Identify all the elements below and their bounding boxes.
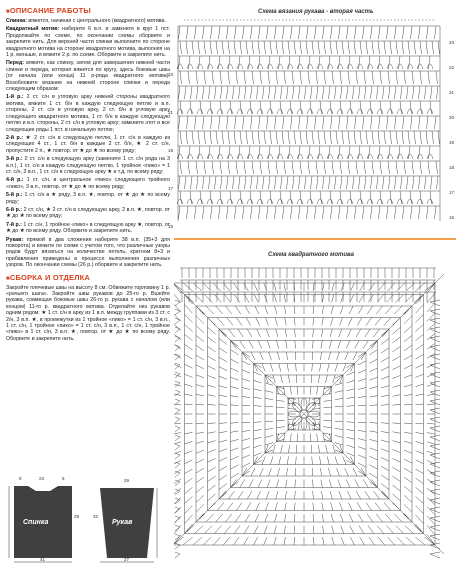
sleeve-row-number: 17	[168, 186, 174, 191]
sleeve-row-number: 18	[449, 165, 455, 170]
paragraph-text: 1 ст. с/н, 1 тройное «пико» в следующую арку ★, повтор. от ★ до ★ по всему ряду. Оборвите и закрепите нить.	[6, 221, 170, 235]
dim-neck: 6	[62, 476, 65, 481]
back-label: Спинка	[23, 519, 49, 526]
description-paragraph	[6, 177, 170, 190]
paragraph-lead: Рукав:	[6, 236, 24, 243]
motif-chart	[174, 262, 456, 564]
dim-shoulder-left: 6	[19, 476, 22, 481]
sleeve-row-number: 17	[449, 190, 455, 195]
paragraph-text: 2 ст. с/н в угловую арку нижней стороны квадратного мотива, вяжите 1 ст. б/н в каждую следующую петлю и в.п. стороны, 2 ст. с/н в угловую арку, 2 ст. б/н в угловую арку следующего квадратного мотива, 1 ст. б/н в каждую следующую петлю и в.п. стороны, 2 ст. с/н в угловую арку; замкните этот и все следующие ряды 1 пст. в начальную петлю;	[6, 94, 170, 133]
sleeve-row-number: 19	[168, 148, 174, 153]
sleeve-row-number: 22	[449, 65, 455, 70]
paragraph-text: 2 ст. с/н, ★ 2 ст. с/н в следующую арку, 2 в.п. ★, повтор. от ★ до ★ по всему ряду;	[6, 206, 170, 220]
description-paragraph	[6, 18, 170, 24]
assembly-heading: ■ СБОРКА И ОТДЕЛКА	[6, 273, 170, 282]
paragraph-text: вяжите, как спинку, затем для завершения нижней части спинки и переда, которая вяжется по кругу, здесь боковые швы (от начала (или конца) 11 р-ряда квадратного мотива). Возобновите вязание на нижней стороне спинки и переда следующим образом:	[6, 60, 170, 93]
description-paragraphs	[6, 18, 170, 269]
description-paragraph	[6, 222, 170, 235]
garment-schematic	[6, 474, 162, 566]
dim-sleeve-top: 29	[124, 478, 130, 483]
paragraph-text: 1 ст. с/н, в центральное «пико» следующего тройного «пико», 3 в.п., повтор. от ★ до ★ по всему ряду;	[6, 177, 170, 190]
sleeve-row-number: 20	[449, 115, 455, 120]
description-paragraph	[6, 156, 170, 175]
description-paragraph	[6, 192, 170, 205]
description-paragraph	[6, 237, 170, 269]
motif-stitch-grid	[174, 268, 444, 558]
paragraph-lead: 3-й р.:	[6, 156, 23, 163]
paragraph-lead: 6-й р.:	[6, 206, 23, 213]
description-paragraph	[6, 135, 170, 154]
description-heading: ■ ОПИСАНИЕ РАБОТЫ	[6, 6, 170, 15]
paragraph-lead: Спинка:	[6, 18, 27, 24]
assembly-text: Закройте плечевые швы на высоту 8 см. Обвяжите горловину 1 р. «рачьего шага». Закройте швы рукавов до 25-го р. Вшейте рукава, совмещая боковые швы 26-го р. рукава с началом (или концом) 11-го р. квадратного мотива. Отделайте низ рукавов одним рядом: ★ 1 ст. с/н в арку из 1 в.п. между группами из 3 ст. с 2/н, 3 в.п. ★, в промежутки из 1 тройное «пико» = 1 ст. с/н, 3 в.п., 1 ст. с/н, 1 тройное «пико» = 1 ст. с/н, 3 в.п., 1 ст. с/н, 1 тройное «пико» в 1 ст. с/н, 3 в.п. ★, повтор. от ★ до ★ по всему ряду. Оборвите и закрепите нить.	[6, 284, 170, 342]
description-paragraph	[6, 26, 170, 58]
sleeve-row-number: 19	[449, 140, 455, 145]
dim-side: 29	[74, 514, 80, 519]
motif-chart-title: Схема квадратного мотива	[268, 252, 354, 258]
paragraph-lead: 7-й р.:	[6, 221, 22, 228]
sleeve-chart	[174, 18, 456, 228]
paragraph-text: 2 ст. с/н в следующую арку (замените 1 ст. с/н ряда на 3 в.п.), 1 ст. с/н в каждую следующую петлю, 1 тройное «пико» = 1 ст. с/н, 3 в.п., 1 ст. с/н в следующую арку ★ и т.д. по всему ряду;	[6, 156, 170, 175]
paragraph-text: 1 ст. с/н в ★ ряду, 3 в.п. ★, повтор. от ★ до ★ по всему ряду;	[6, 192, 170, 205]
sleeve-row-number: 16	[449, 215, 455, 220]
paragraph-text: ★ 2 ст. с/н в следующую петлю, 1 ст. с/н в каждую из следующих 4 ст., 1 ст. б/н в каждые 2 ст. б/н, ★ 2 ст. с/н, пропустите 2 п., ★ повтор. от ★ до ★ по всему ряду;	[6, 134, 170, 154]
dim-sleeve-length: 32	[93, 514, 99, 519]
sleeve-row-number: 23	[449, 40, 455, 45]
sleeve-chart-title: Схема вязания рукава - вторая часть	[258, 9, 374, 15]
divider-line	[174, 238, 456, 240]
sleeve-label: Рукав	[112, 519, 133, 526]
description-paragraph	[6, 207, 170, 220]
paragraph-text: вяжется, начиная с центрального (квадратного) мотива.	[26, 18, 166, 24]
dim-top-width: 23	[39, 476, 45, 481]
paragraph-lead: Квадратный мотив:	[6, 26, 60, 33]
dim-sleeve-bottom: 27	[124, 557, 130, 562]
sleeve-row-number: 15	[168, 224, 174, 229]
paragraph-lead: 4-й р.:	[6, 177, 24, 184]
sleeve-row-number: 21	[168, 110, 174, 115]
description-paragraph	[6, 94, 170, 132]
paragraph-lead: 1-й р.:	[6, 94, 24, 101]
sleeve-row-number: 23	[168, 72, 174, 77]
sleeve-stitch-grid	[177, 20, 440, 221]
paragraph-text: наберите 6 в.п. и замкните в круг 1 пст. Продолжайте по схеме, по окончании схемы оборвите и закрепите нить. Для верхней части спинки выполните по стороне квадратного мотива на стороне квадратного мотива, выполняя на 1 р. меньше, и вяжите 2 р. по схеме. Оборвите и закрепите нить.	[6, 26, 170, 59]
paragraph-lead: Перед:	[6, 60, 25, 67]
paragraph-text: прямой в два сложения наберите 38 в.п. (35+3 для поворота) и вяжите по схеме с учетом того, что различные узоры рядов будут вязаться на количестве петель, кратном 8+3 и прибавления приведены в процессе выполнения различных узоров. По окончании схемы (26 р.) оборвите и закрепите нить.	[6, 236, 170, 269]
dim-bottom: 41	[40, 557, 46, 562]
paragraph-lead: 2-й р.:	[6, 134, 24, 141]
paragraph-lead: 5-й р.:	[6, 192, 23, 199]
description-paragraph	[6, 60, 170, 92]
sleeve-row-number: 21	[449, 90, 455, 95]
